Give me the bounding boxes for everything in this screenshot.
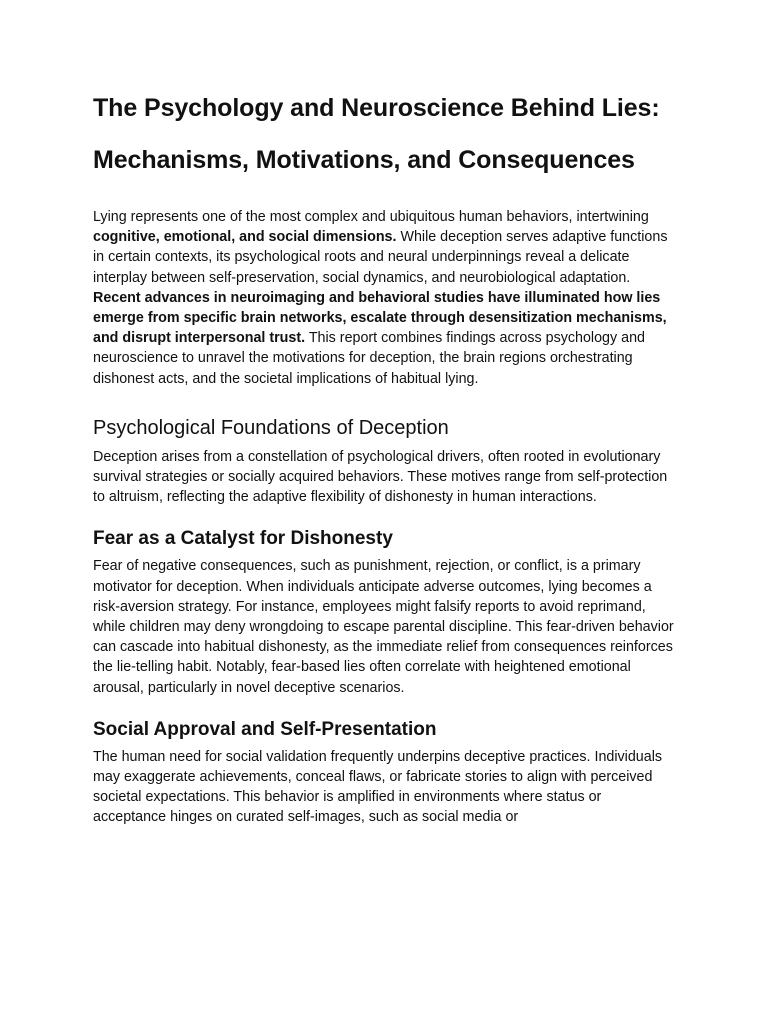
- section-paragraph-psychological-foundations: Deception arises from a constellation of psychological drivers, often rooted in evolutionary survival strategies or socially acquired behaviors. These motives range from self-protection to altruism, reflecting the adaptive flexibility of dishonesty in human interactions.: [93, 448, 668, 506]
- document-page: [93, 82, 677, 828]
- intro-bold-1: cognitive, emotional, and social dimensions.: [93, 229, 397, 246]
- section-heading-social-approval: Social Approval and Self-Presentation: [93, 718, 437, 740]
- intro-paragraph: [93, 207, 677, 389]
- intro-text-2: While deception serves adaptive functions in certain contexts, its psychological roots and neural underpinnings reveal a delicate interplay between self-preservation, social dynamics, and neurobiological adaptation.: [93, 229, 668, 286]
- section-heading-fear: Fear as a Catalyst for Dishonesty: [93, 528, 393, 550]
- intro-text-1: Lying represents one of the most complex and ubiquitous human behaviors, intertwining: [93, 209, 649, 225]
- section-paragraph-social-approval: The human need for social validation frequently underpins deceptive practices. Individuals may exaggerate achievements, conceal flaws, or fabricate stories to align with perceived societal expectations. This behavior is amplified in environments where status or acceptance hinges on curated self-images, such as social media or: [93, 748, 663, 826]
- intro-text-3: This report combines findings across psychology and neuroscience to unravel the motivations for deception, the brain regions orchestrating dishonest acts, and the societal implications of habitual lying.: [93, 330, 645, 387]
- section-paragraph-fear: Fear of negative consequences, such as punishment, rejection, or conflict, is a primary motivator for deception. When individuals anticipate adverse outcomes, lying becomes a risk-aversion strategy. For instance, employees might falsify reports to avoid reprimand, while children may deny wrongdoing to escape parental discipline. This fear-driven behavior can cascade into habitual dishonesty, as the immediate relief from consequences reinforces the lie-telling habit. Notably, fear-based lies often correlate with heightened emotional arousal, particularly in novel deceptive scenarios.: [93, 558, 674, 696]
- document-title: The Psychology and Neuroscience Behind Lies: Mechanisms, Motivations, and Consequences: [93, 94, 660, 174]
- section-heading-psychological-foundations: Psychological Foundations of Deception: [93, 416, 449, 439]
- intro-bold-2: Recent advances in neuroimaging and behavioral studies have illuminated how lies emerge from specific brain networks, escalate through desensitization mechanisms, and disrupt interpersonal trust.: [93, 289, 667, 347]
